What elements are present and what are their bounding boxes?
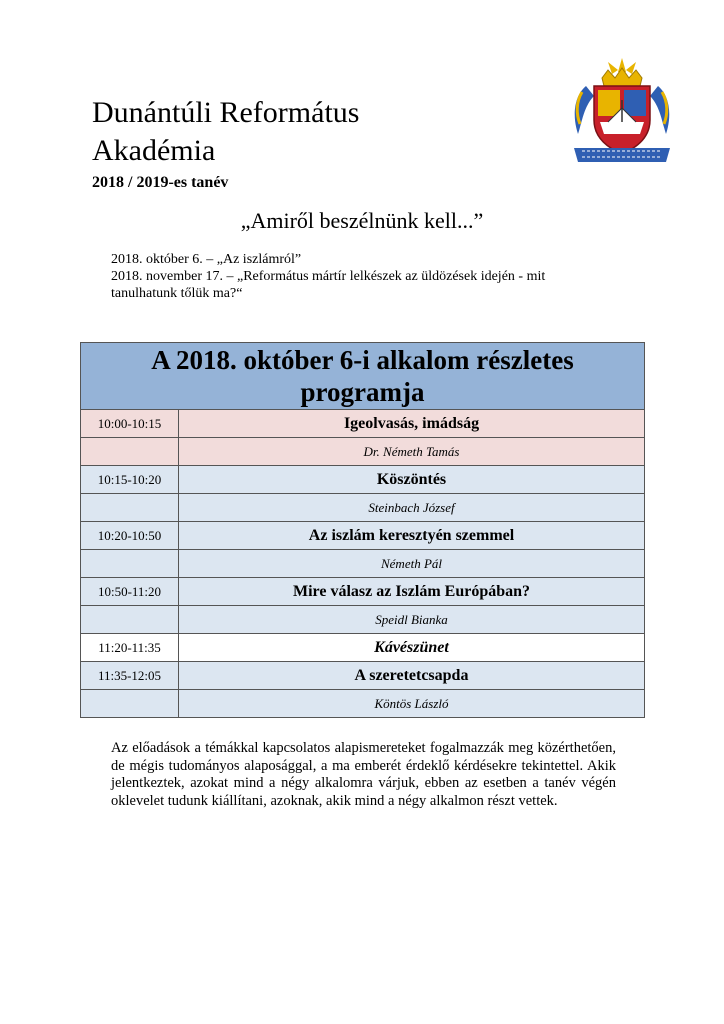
topic-cell: A szeretetcsapda: [179, 662, 645, 690]
speaker-cell: Köntös László: [179, 690, 645, 718]
empty-time-cell: [81, 494, 179, 522]
program-heading: [81, 343, 645, 410]
table-row: [81, 494, 645, 522]
speaker-cell: Steinbach József: [179, 494, 645, 522]
program-table: [80, 342, 645, 718]
event-list: [111, 251, 611, 302]
footer-note: Az előadások a témákkal kapcsolatos alapismereteket fogalmazzák meg közérthetően, de mégis tudományos alaposággal, a ma emberét érdeklő kérdésekre tekintettel. Akik jelentkeztek, azokat mind a négy alkalomra várjuk, ebben az esetben a tanév végén oklevelet tudunk kiállítani, azoknak, akik mind a négy alkalmon részt vettek.: [111, 740, 616, 809]
event-item-continued: tanulhatunk tőlük ma?“: [111, 286, 243, 301]
empty-time-cell: [81, 438, 179, 466]
table-row: [81, 438, 645, 466]
table-row: [81, 662, 645, 690]
table-row: [81, 578, 645, 606]
table-row: [81, 466, 645, 494]
program-heading-line-1: A 2018. október 6-i alkalom részletes: [151, 345, 574, 375]
program-heading-line-2: programja: [300, 377, 425, 407]
time-cell: 10:20-10:50: [81, 522, 179, 550]
time-cell: 10:50-11:20: [81, 578, 179, 606]
time-cell: 11:35-12:05: [81, 662, 179, 690]
crest-logo-icon: [568, 56, 676, 168]
empty-time-cell: [81, 606, 179, 634]
topic-cell: Igeolvasás, imádság: [179, 410, 645, 438]
time-cell: 10:15-10:20: [81, 466, 179, 494]
page-title: [92, 94, 359, 170]
table-row: [81, 522, 645, 550]
table-row: [81, 606, 645, 634]
speaker-cell: Dr. Németh Tamás: [179, 438, 645, 466]
topic-cell: Az iszlám keresztyén szemmel: [179, 522, 645, 550]
title-line-1: Dunántúli Református: [92, 96, 360, 129]
time-cell: 11:20-11:35: [81, 634, 179, 662]
topic-cell: Köszöntés: [179, 466, 645, 494]
table-row: [81, 550, 645, 578]
empty-time-cell: [81, 690, 179, 718]
school-year: 2018 / 2019-es tanév: [92, 174, 229, 191]
table-row: [81, 634, 645, 662]
event-item: 2018. október 6. – „Az iszlámról”: [111, 252, 302, 267]
time-cell: 10:00-10:15: [81, 410, 179, 438]
topic-cell: Mire válasz az Iszlám Európában?: [179, 578, 645, 606]
event-item: 2018. november 17. – „Református mártír lelkészek az üldözések idején - mit: [111, 269, 546, 284]
table-row: [81, 690, 645, 718]
title-line-2: Akadémia: [92, 134, 216, 167]
empty-time-cell: [81, 550, 179, 578]
slogan: „Amiről beszélnünk kell...”: [240, 208, 484, 233]
speaker-cell: Speidl Bianka: [179, 606, 645, 634]
break-cell: Kávészünet: [179, 634, 645, 662]
table-row: [81, 410, 645, 438]
speaker-cell: Németh Pál: [179, 550, 645, 578]
